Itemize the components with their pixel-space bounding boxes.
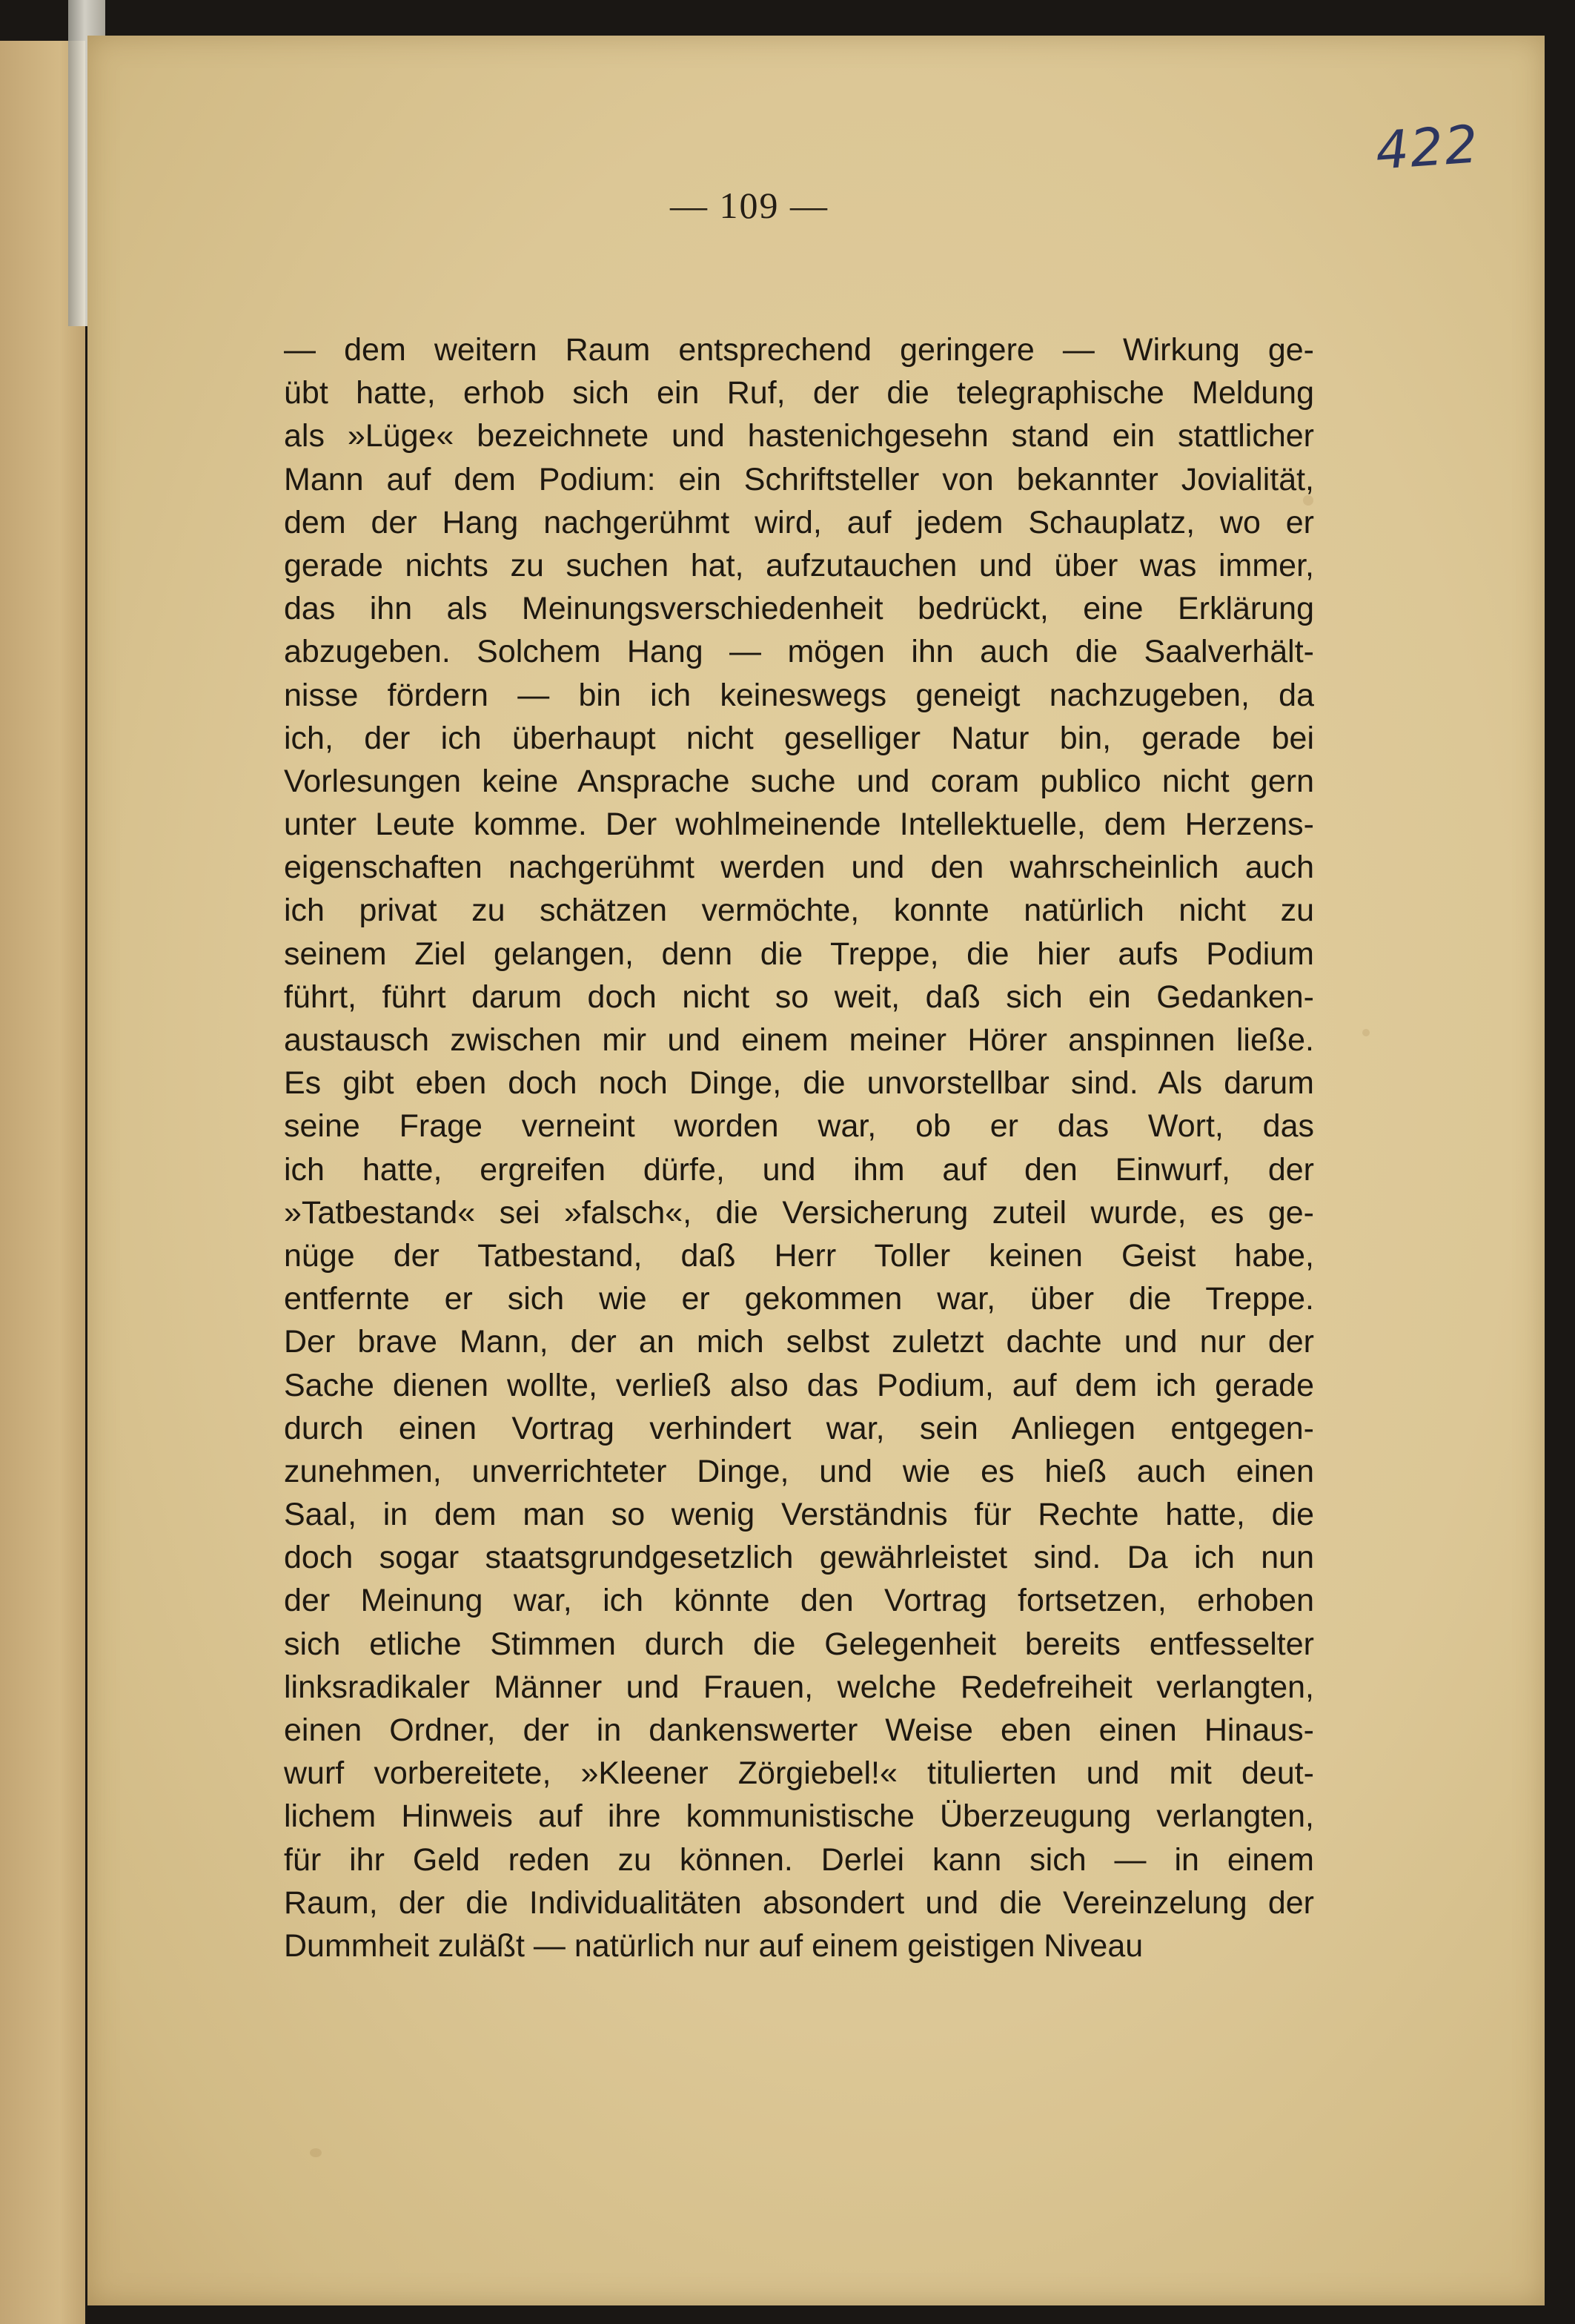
text-line: seinem Ziel gelangen, denn die Treppe, die hier aufs Podium	[284, 936, 1314, 972]
text-line: führt, führt darum doch nicht so weit, daß sich ein Gedanken-	[284, 979, 1314, 1015]
text-line: ich privat zu schätzen vermöchte, konnte natürlich nicht zu	[284, 893, 1314, 929]
text-line: Es gibt eben doch noch Dinge, die unvorstellbar sind. Als darum	[284, 1065, 1314, 1102]
text-line: Dummheit zuläßt — natürlich nur auf einem geistigen Niveau	[284, 1927, 1144, 1964]
text-line: entfernte er sich wie er gekommen war, über die Treppe.	[284, 1281, 1314, 1317]
text-line: linksradikaler Männer und Frauen, welche Redefreiheit verlangten,	[284, 1669, 1314, 1705]
page-number-text: — 109 —	[670, 185, 829, 226]
text-line: einen Ordner, der in dankenswerter Weise eben einen Hinaus-	[284, 1712, 1314, 1748]
text-line: austausch zwischen mir und einem meiner Hörer anspinnen ließe.	[284, 1022, 1314, 1058]
text-line: als »Lüge« bezeichnete und hastenichgesehn stand ein stattlicher	[284, 418, 1314, 454]
text-line: der Meinung war, ich könnte den Vortrag fortsetzen, erhoben	[284, 1583, 1314, 1619]
text-line: gerade nichts zu suchen hat, aufzutauchen und über was immer,	[284, 547, 1314, 583]
text-line: lichem Hinweis auf ihre kommunistische Überzeugung verlangten,	[284, 1798, 1314, 1835]
text-line: seine Frage verneint worden war, ob er das Wort, das	[284, 1108, 1314, 1145]
text-line: nisse fördern — bin ich keineswegs geneigt nachzugeben, da	[284, 677, 1314, 713]
text-line: abzugeben. Solchem Hang — mögen ihn auch die Saalverhält-	[284, 634, 1314, 670]
text-line: für ihr Geld reden zu können. Derlei kann sich — in einem	[284, 1841, 1314, 1878]
handwritten-archive-number: 422	[1373, 113, 1482, 182]
text-line: Sache dienen wollte, verließ also das Podium, auf dem ich gerade	[284, 1367, 1314, 1403]
text-line: unter Leute komme. Der wohlmeinende Intellektuelle, dem Herzens-	[284, 807, 1314, 843]
text-line: — dem weitern Raum entsprechend geringere — Wirkung ge-	[284, 332, 1314, 368]
text-line: wurf vorbereitete, »Kleener Zörgiebel!« titulierten und mit deut-	[284, 1755, 1314, 1792]
paper-spot	[1362, 1029, 1370, 1036]
text-line: ich hatte, ergreifen dürfe, und ihm auf den Einwurf, der	[284, 1151, 1314, 1188]
text-line: Vorlesungen keine Ansprache suche und coram publico nicht gern	[284, 763, 1314, 799]
page-sheet	[87, 36, 1545, 2305]
text-line: Mann auf dem Podium: ein Schriftsteller von bekannter Jovialität,	[284, 461, 1314, 497]
page-number	[87, 184, 1545, 227]
text-line: übt hatte, erhob sich ein Ruf, der die telegraphische Meldung	[284, 375, 1314, 411]
text-line: doch sogar staatsgrundgesetzlich gewährleistet sind. Da ich nun	[284, 1540, 1314, 1576]
text-line: zunehmen, unverrichteter Dinge, und wie es hieß auch einen	[284, 1453, 1314, 1489]
paper-spot	[310, 2148, 322, 2157]
text-line: Saal, in dem man so wenig Verständnis für Rechte hatte, die	[284, 1497, 1314, 1533]
text-line: durch einen Vortrag verhindert war, sein Anliegen entgegen-	[284, 1410, 1314, 1446]
text-line: Der brave Mann, der an mich selbst zuletzt dachte und nur der	[284, 1324, 1314, 1360]
text-line: eigenschaften nachgerühmt werden und den wahrscheinlich auch	[284, 850, 1314, 886]
body-text	[284, 328, 1314, 1967]
text-line: nüge der Tatbestand, daß Herr Toller keinen Geist habe,	[284, 1237, 1314, 1274]
text-line: sich etliche Stimmen durch die Gelegenheit bereits entfesselter	[284, 1626, 1314, 1662]
text-line: Raum, der die Individualitäten absondert und die Vereinzelung der	[284, 1884, 1314, 1921]
text-line: ich, der ich überhaupt nicht geselliger Natur bin, gerade bei	[284, 720, 1314, 756]
text-line: das ihn als Meinungsverschiedenheit bedrückt, eine Erklärung	[284, 591, 1314, 627]
previous-page-edge	[0, 41, 85, 2324]
text-line: dem der Hang nachgerühmt wird, auf jedem Schauplatz, wo er	[284, 504, 1314, 540]
text-line: »Tatbestand« sei »falsch«, die Versicherung zuteil wurde, es ge-	[284, 1194, 1314, 1231]
